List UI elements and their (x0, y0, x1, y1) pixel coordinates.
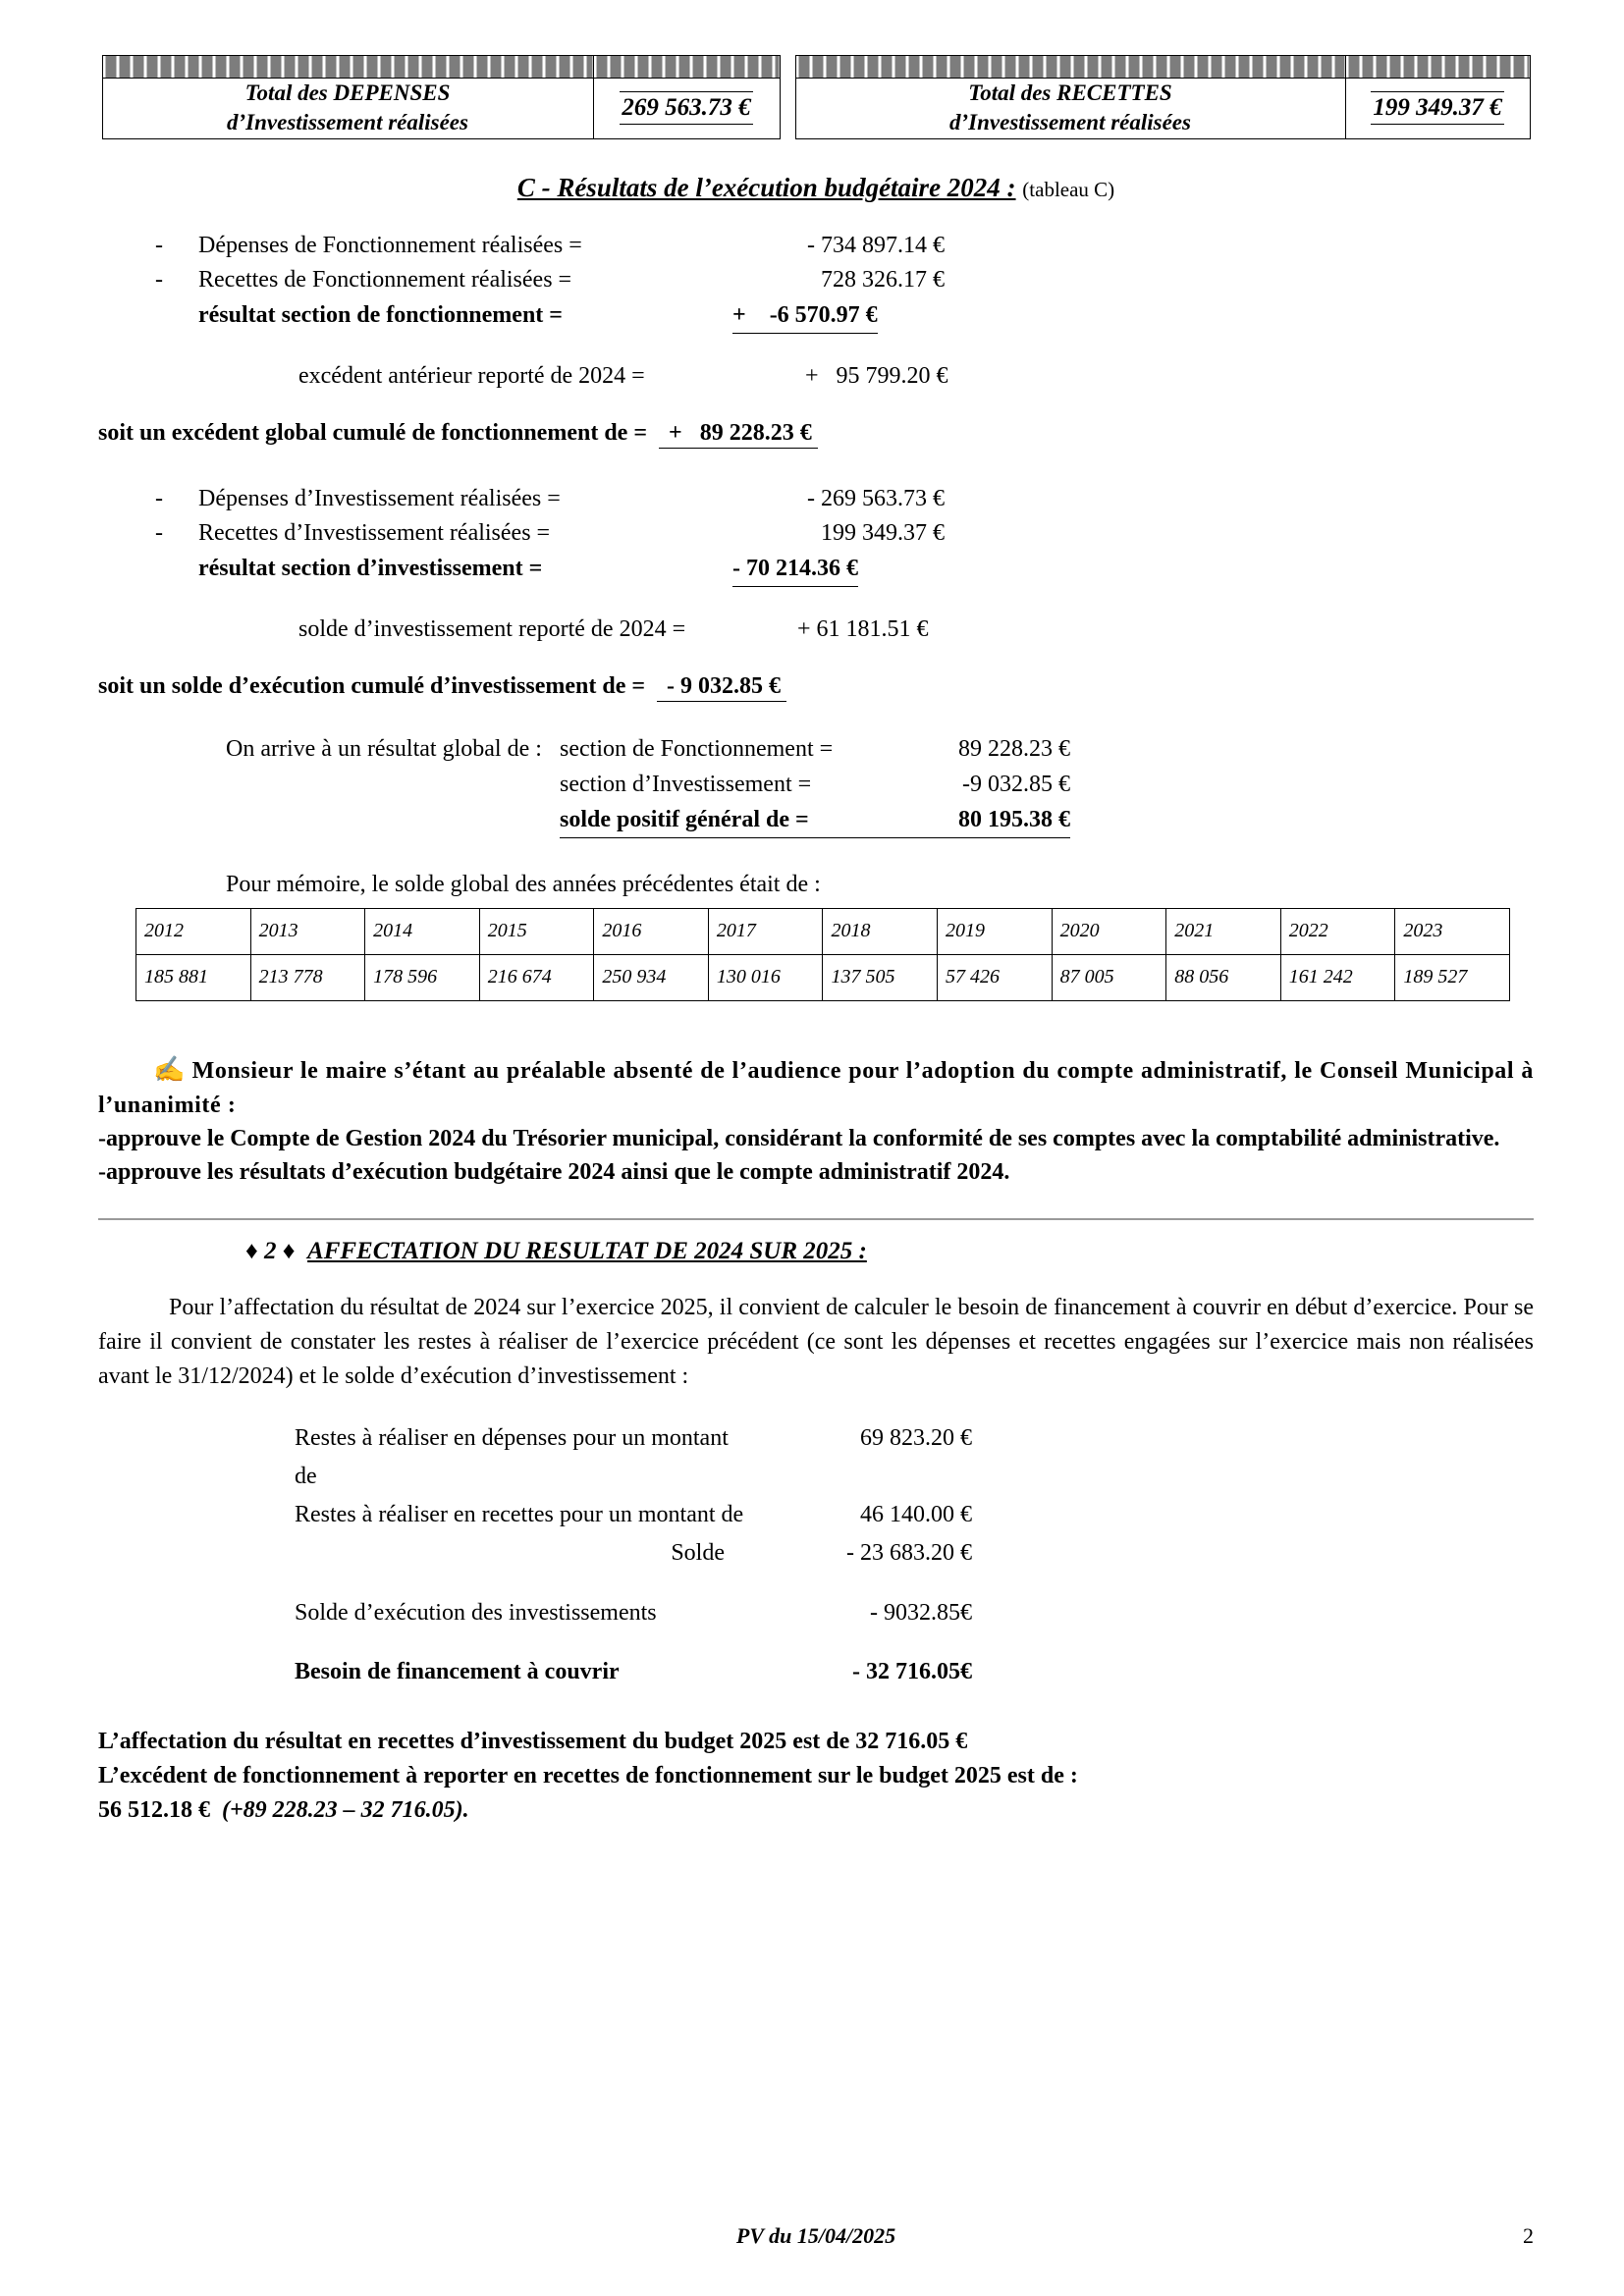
depenses-label-cell (102, 79, 593, 139)
year-header-2018: 2018 (823, 908, 938, 954)
year-header-2017: 2017 (708, 908, 823, 954)
fonctionnement-result-value: -6 570.97 € (769, 301, 878, 328)
year-header-2021: 2021 (1166, 908, 1281, 954)
decision-line-3: -approuve les résultats d’exécution budgétaire 2024 ainsi que le compte administratif 2024. (98, 1158, 1010, 1185)
closing-line-2: L’excédent de fonctionnement à reporter en recettes de fonctionnement sur le budget 2025 est de : (98, 1763, 1078, 1789)
year-header-2013: 2013 (250, 908, 365, 954)
year-header-2016: 2016 (594, 908, 709, 954)
excedent-global-label: soit un excédent global cumulé de fonctionnement de = (98, 419, 647, 446)
recettes-amount: 199 349.37 € (1371, 91, 1503, 125)
excedent-global-row (98, 420, 1534, 449)
restes-depenses-label: Restes à réaliser en dépenses pour un montant de (295, 1425, 729, 1489)
solde-reporte-label: solde d’investissement reporté de 2024 = (298, 616, 686, 643)
investissement-block (98, 482, 1534, 588)
excedent-anterieur-label: excédent antérieur reporté de 2024 = (298, 363, 645, 390)
depenses-amount-cell (593, 79, 780, 139)
investissement-result-row (98, 552, 1534, 588)
fonctionnement-depenses-value: - 734 897.14 € (807, 232, 945, 258)
investissement-recettes-label: Recettes d’Investissement réalisées = (198, 520, 551, 547)
global-result-row-2 (98, 767, 1534, 802)
year-value-2019: 57 426 (938, 954, 1053, 1000)
restes-recettes-value: 46 140.00 € (860, 1501, 972, 1527)
hatch-block-left (102, 56, 593, 79)
excedent-anterieur-row (98, 359, 1534, 395)
financement-rows (98, 1419, 1534, 1691)
year-header-2020: 2020 (1052, 908, 1166, 954)
fonctionnement-result-label: résultat section de fonctionnement = (198, 301, 563, 328)
totals-table-row (102, 79, 1530, 139)
depenses-label-line1: Total des DEPENSES (244, 80, 451, 105)
fonctionnement-depenses-label: Dépenses de Fonctionnement réalisées = (198, 232, 582, 258)
solde-restes-label: Solde (671, 1539, 725, 1566)
recettes-amount-cell (1345, 79, 1530, 139)
decision-block (98, 1052, 1534, 1189)
investissement-row-2 (98, 516, 1534, 552)
fonctionnement-result-underline (732, 298, 878, 335)
diamond-bullet-left-icon: ♦ (245, 1237, 258, 1264)
hatch-block-right (795, 56, 1345, 79)
restes-recettes-label: Restes à réaliser en recettes pour un montant de (295, 1501, 744, 1527)
pointing-hand-icon: ✍ (153, 1054, 186, 1084)
year-value-2022: 161 242 (1280, 954, 1395, 1000)
recettes-label-line1: Total des RECETTES (968, 80, 1172, 105)
closing-amount: 56 512.18 € (98, 1796, 210, 1823)
closing-line-1: L’affectation du résultat en recettes d’investissement du budget 2025 est de 32 716.05 € (98, 1729, 968, 1755)
restes-depenses-value: 69 823.20 € (860, 1425, 972, 1452)
investissement-result-amount (719, 552, 962, 588)
excedent-anterieur-amount (719, 359, 1035, 395)
global-result-block (98, 731, 1534, 838)
fonctionnement-block (98, 229, 1534, 335)
list-dash: - (155, 232, 163, 258)
section-c-subtitle: (tableau C) (1022, 177, 1115, 201)
year-header-2014: 2014 (365, 908, 480, 954)
years-header-row (136, 908, 1510, 954)
recettes-label-cell (795, 79, 1345, 139)
decision-line-1 (98, 1052, 1534, 1122)
global-fonctionnement-value: 89 228.23 € (958, 735, 1070, 762)
page-footer (98, 2223, 1534, 2249)
footer-title: PV du 15/04/2025 (735, 2223, 896, 2248)
decision-line-2: -approuve le Compte de Gestion 2024 du Trésorier municipal, considérant la conformité de ses comptes avec la comptabilité administrative. (98, 1125, 1500, 1151)
year-value-2017: 130 016 (708, 954, 823, 1000)
solde-execution-value: - 9032.85€ (870, 1599, 972, 1626)
global-investissement-value: -9 032.85 € (962, 771, 1070, 797)
year-value-2015: 216 674 (479, 954, 594, 1000)
solde-restes-value: - 23 683.20 € (846, 1539, 972, 1566)
year-header-2023: 2023 (1395, 908, 1510, 954)
diamond-bullet-right-icon: ♦ (282, 1237, 296, 1264)
besoin-financement-row (98, 1653, 1534, 1691)
global-solde-value: 80 195.38 € (884, 802, 1070, 838)
section-2-number: 2 (264, 1237, 277, 1264)
fonctionnement-row-2 (98, 263, 1534, 298)
closing-detail: (+89 228.23 – 32 716.05). (222, 1796, 469, 1823)
solde-reporte-row (98, 613, 1534, 648)
hatch-gap (780, 56, 795, 79)
year-value-2020: 87 005 (1052, 954, 1166, 1000)
fonctionnement-result-row (98, 298, 1534, 335)
solde-cumule-value: - 9 032.85 € (657, 673, 786, 702)
global-fonctionnement-label: section de Fonctionnement = (560, 735, 834, 762)
excedent-anterieur-sign: + (805, 363, 819, 390)
fonctionnement-row-1 (98, 229, 1534, 264)
solde-execution-label: Solde d’exécution des investissements (295, 1599, 657, 1626)
spacer (98, 802, 560, 838)
year-value-2016: 250 934 (594, 954, 709, 1000)
section-c-heading (98, 173, 1534, 203)
page-number: 2 (1523, 2223, 1534, 2248)
investissement-result-label: résultat section d’investissement = (198, 555, 543, 581)
global-result-intro: On arrive à un résultat global de : (226, 735, 542, 762)
section-2-heading (98, 1238, 1534, 1265)
totals-table-hatch-row (102, 56, 1530, 79)
year-header-2022: 2022 (1280, 908, 1395, 954)
fonctionnement-recettes-value: 728 326.17 € (821, 267, 945, 294)
solde-cumule-label: soit un solde d’exécution cumulé d’investissement de = (98, 672, 646, 699)
year-value-2018: 137 505 (823, 954, 938, 1000)
depenses-label-line2: d’Investissement réalisées (227, 110, 468, 135)
list-dash: - (155, 485, 163, 511)
solde-reporte-block (98, 613, 1534, 648)
table-gap-cell (780, 79, 795, 139)
spacer (98, 767, 560, 802)
excedent-global-amount (659, 420, 818, 449)
section-2-title: AFFECTATION DU RESULTAT DE 2024 SUR 2025 : (307, 1237, 867, 1264)
hatch-block-right-amount (1345, 56, 1530, 79)
section-2-paragraph (98, 1291, 1534, 1394)
year-value-2012: 185 881 (136, 954, 251, 1000)
decision-text-1: Monsieur le maire s’étant au préalable absenté de l’audience pour l’adoption du compte administratif, le Conseil Municipal à l’unanimité : (98, 1057, 1534, 1118)
memo-text: Pour mémoire, le solde global des années précédentes était de : (226, 871, 821, 897)
closing-block (98, 1725, 1534, 1827)
totals-table (102, 55, 1531, 139)
year-value-2014: 178 596 (365, 954, 480, 1000)
besoin-financement-value: - 32 716.05€ (852, 1659, 972, 1685)
restes-recettes-row (98, 1496, 1534, 1534)
excedent-anterieur-block (98, 359, 1534, 395)
solde-reporte-value: + 61 181.51 € (797, 616, 929, 643)
excedent-global-sign: + (669, 419, 682, 446)
list-dash: - (155, 520, 163, 547)
global-investissement-label: section d’Investissement = (560, 771, 812, 797)
closing-line-3 (98, 1793, 1534, 1828)
year-header-2019: 2019 (938, 908, 1053, 954)
fonctionnement-recettes-label: Recettes de Fonctionnement réalisées = (198, 267, 572, 294)
global-result-row-3 (98, 802, 1534, 838)
investissement-depenses-value: - 269 563.73 € (807, 485, 945, 511)
list-dash: - (155, 267, 163, 294)
depenses-amount: 269 563.73 € (620, 91, 752, 125)
investissement-depenses-label: Dépenses d’Investissement réalisées = (198, 485, 561, 511)
restes-depenses-row (98, 1419, 1534, 1496)
recettes-label-line2: d’Investissement réalisées (949, 110, 1191, 135)
fonctionnement-result-amount (719, 298, 962, 335)
years-value-row (136, 954, 1510, 1000)
investissement-result-underline: - 70 214.36 € (732, 552, 858, 588)
previous-years-table (135, 908, 1510, 1001)
year-value-2013: 213 778 (250, 954, 365, 1000)
section-divider (98, 1218, 1534, 1220)
global-solde-label: solde positif général de = (560, 802, 884, 838)
solde-restes-row (98, 1534, 1534, 1573)
investissement-row-1 (98, 482, 1534, 517)
besoin-financement-label: Besoin de financement à couvrir (295, 1659, 620, 1685)
year-header-2012: 2012 (136, 908, 251, 954)
hatch-block-left-amount (593, 56, 780, 79)
investissement-recettes-value: 199 349.37 € (821, 520, 945, 547)
excedent-anterieur-value: 95 799.20 € (836, 363, 948, 390)
global-result-row-1 (98, 731, 1534, 767)
section-2-paragraph-text: Pour l’affectation du résultat de 2024 sur l’exercice 2025, il convient de calculer le besoin de financement à couvrir en début d’exercice. Pour se faire il convient de constater les restes à réaliser de l’exercice précédent (ce sont les dépenses et recettes engagées sur l’exercice mais non réalisées avant le 31/12/2024) et le solde d’exécution d’investissement : (98, 1294, 1534, 1390)
year-value-2021: 88 056 (1166, 954, 1281, 1000)
section-c-title: C - Résultats de l’exécution budgétaire 2024 : (516, 172, 1016, 202)
year-header-2015: 2015 (479, 908, 594, 954)
fonctionnement-result-sign: + (732, 301, 746, 328)
solde-cumule-row (98, 673, 1534, 702)
excedent-global-value: 89 228.23 € (699, 419, 812, 446)
solde-execution-row (98, 1594, 1534, 1632)
year-value-2023: 189 527 (1395, 954, 1510, 1000)
